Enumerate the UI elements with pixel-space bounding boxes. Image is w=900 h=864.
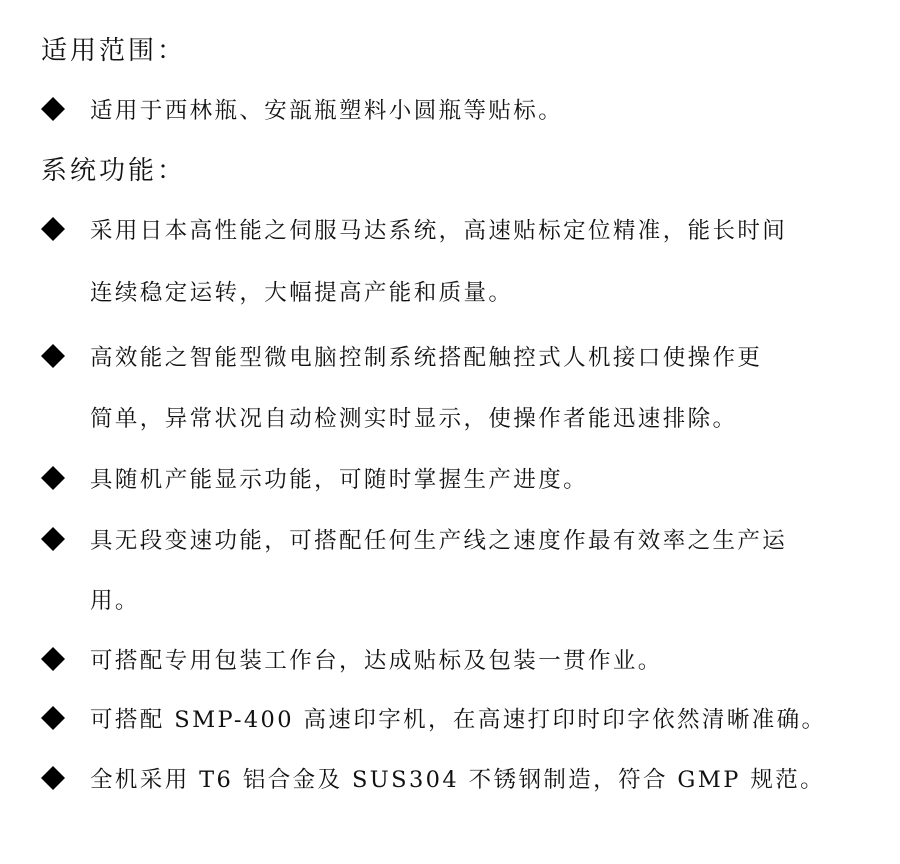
black-diamond-icon [40,705,68,735]
black-diamond-icon [40,343,68,373]
function-item-line: 连续稳定运转，大幅提高产能和质量。 [90,280,514,306]
black-diamond-icon [40,465,68,495]
black-diamond-icon [40,96,68,126]
black-diamond-icon [40,216,68,246]
function-item-line: 具无段变速功能，可搭配任何生产线之速度作最有效率之生产运 [90,528,788,554]
function-item-line: 具随机产能显示功能，可随时掌握生产进度。 [90,467,589,493]
function-item-line: 高效能之智能型微电脑控制系统搭配触控式人机接口使操作更 [90,345,763,371]
function-item-line: 采用日本高性能之伺服马达系统，高速贴标定位精准，能长时间 [90,218,788,244]
section-heading-functions: 系统功能： [41,156,187,186]
function-item-line: 用。 [90,588,140,614]
function-item-line: 简单，异常状况自动检测实时显示，使操作者能迅速排除。 [90,406,738,432]
function-item-line: 全机采用 T6 铝合金及 SUS304 不锈钢制造，符合 GMP 规范。 [90,767,826,793]
scope-item-line: 适用于西林瓶、安瓿瓶塑料小圆瓶等贴标。 [90,98,564,124]
black-diamond-icon [40,526,68,556]
black-diamond-icon [40,765,68,795]
black-diamond-icon [40,646,68,676]
function-item-line: 可搭配专用包装工作台，达成贴标及包装一贯作业。 [90,648,663,674]
function-item-line: 可搭配 SMP-400 高速印字机，在高速打印时印字依然清晰准确。 [90,707,827,733]
section-heading-scope: 适用范围： [41,36,187,66]
